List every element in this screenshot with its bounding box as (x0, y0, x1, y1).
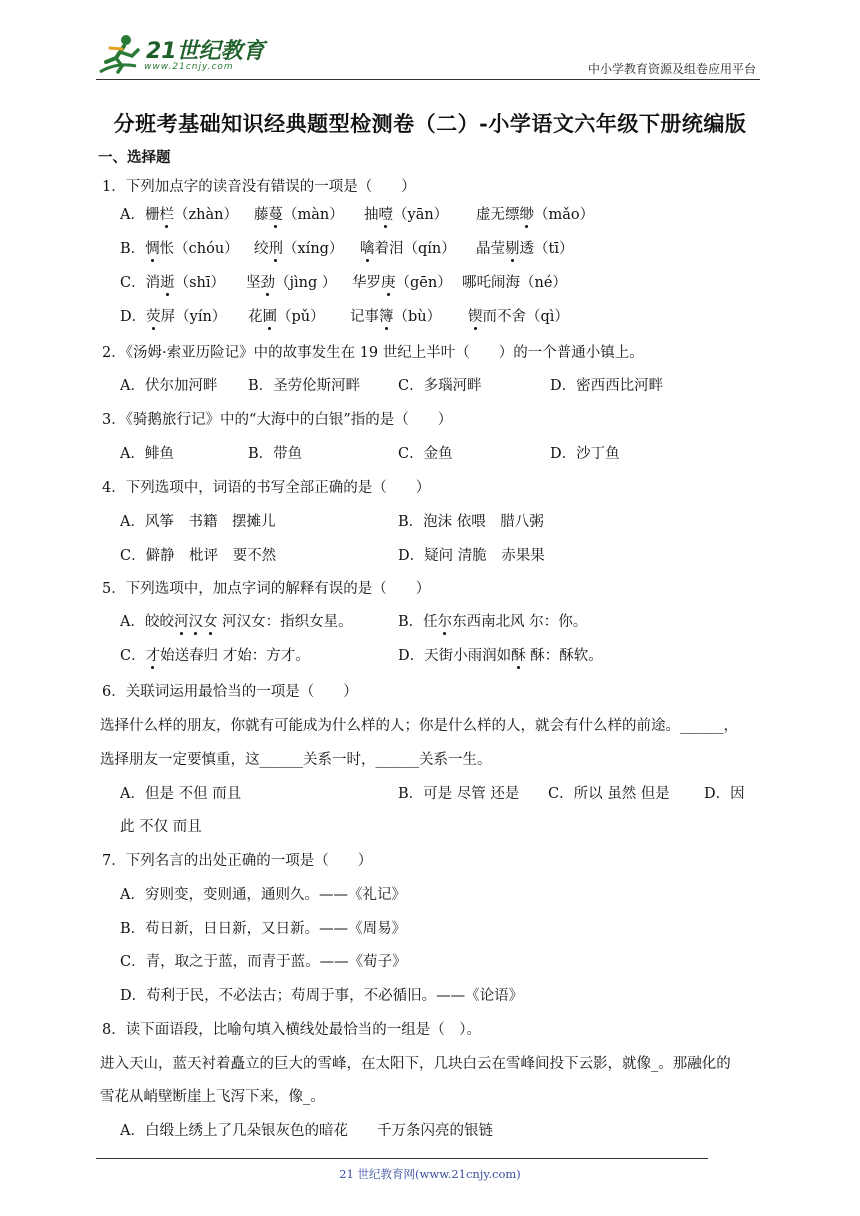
page-title: 分班考基础知识经典题型检测卷（二）-小学语文六年级下册统编版 (113, 111, 747, 136)
option-d: D．沙丁鱼 (550, 446, 620, 462)
page-header (96, 30, 760, 80)
question-8-stem: 8．读下面语段，比喻句填入横线处最恰当的一组是（ ）。 (102, 1022, 481, 1038)
question-3-stem: 3．《骑鹅旅行记》中的“大海中的白银”指的是（ ） (102, 412, 453, 428)
question-2-stem: 2．《汤姆·索亚历险记》中的故事发生在 19 世纪上半叶（ ）的一个普通小镇上。 (102, 345, 644, 361)
section-heading: 一、选择题 (98, 149, 171, 166)
question-8-option-a: A．白缎上绣上了几朵银灰色的暗花 千万条闪亮的银链 (120, 1123, 493, 1139)
option-d: D．疑问 清脆 赤果果 (398, 548, 545, 564)
question-7-stem: 7．下列名言的出处正确的一项是（ ） (102, 853, 373, 869)
option-a: A．鲱鱼 (120, 446, 174, 462)
logo-text: 21世纪教育 (146, 39, 265, 64)
question-6-text-1: 选择什么样的朋友，你就有可能成为什么样的人；你是什么样的人，就会有什么样的前途。______， (100, 718, 738, 734)
runner-logo-icon (96, 32, 148, 78)
option-c: C．多瑙河畔 (398, 378, 482, 394)
footer-divider (96, 1158, 708, 1159)
question-6-text-2: 选择朋友一定要慎重，这______关系一时，______关系一生。 (100, 752, 492, 768)
platform-name: 中小学教育资源及组卷应用平台 (587, 62, 756, 76)
option-a: A．风筝 书籍 摆摊儿 (120, 514, 276, 530)
option-b: B．带鱼 (248, 446, 303, 462)
option-b: B．泡沫 依喂 腊八粥 (398, 514, 544, 530)
header-divider (96, 79, 760, 80)
question-4-stem: 4．下列选项中，词语的书写全部正确的是（ ） (102, 480, 431, 496)
option-c: C．金鱼 (398, 446, 453, 462)
question-7-option-a: A．穷则变，变则通，通则久。——《礼记》 (120, 887, 406, 903)
site-logo (96, 30, 266, 78)
question-7-option-b: B．苟日新，日日新，又日新。——《周易》 (120, 921, 407, 937)
option-b: B．圣劳伦斯河畔 (248, 378, 361, 394)
logo-url: www.21cnjy.com (144, 62, 234, 72)
option-d: D．天街小雨润如酥 酥：酥软。 (398, 648, 603, 664)
question-7-option-c: C．青，取之于蓝，而青于蓝。——《荀子》 (120, 954, 407, 970)
option-b: B．可是 尽管 还是 (398, 786, 520, 802)
option-a: A．皎皎河汉女 河汉女：指织女星。 (120, 614, 353, 630)
option-d: D．密西西比河畔 (550, 378, 664, 394)
option-b: B．任尔东西南北风 尔：你。 (398, 614, 588, 630)
page-footer: 21 世纪教育网(www.21cnjy.com) (339, 1167, 521, 1181)
option-c: C．所以 虽然 但是 (548, 786, 670, 802)
option-a: A．但是 不但 而且 (120, 786, 242, 802)
question-5-stem: 5．下列选项中，加点字词的解释有误的是（ ） (102, 581, 431, 597)
question-7-option-d: D．苟利于民，不必法古；苟周于事，不必循旧。——《论语》 (120, 988, 524, 1004)
question-8-text-1: 进入天山，蓝天衬着矗立的巨大的雪峰，在太阳下，几块白云在雪峰间投下云影，就像_。那融化的 (100, 1056, 731, 1072)
option-c: C．才始送春归 才始：方才。 (120, 648, 310, 664)
question-6-option-d-continued: 此 不仅 而且 (120, 819, 202, 835)
question-1-stem: 1．下列加点字的读音没有错误的一项是（ ） (102, 179, 416, 195)
option-d: D．因 (704, 786, 745, 802)
option-c: C．僻静 枇评 要不然 (120, 548, 277, 564)
question-6-stem: 6．关联词运用最恰当的一项是（ ） (102, 684, 358, 700)
option-a: A．伏尔加河畔 (120, 378, 218, 394)
question-8-text-2: 雪花从峭壁断崖上飞泻下来，像_。 (100, 1089, 325, 1105)
